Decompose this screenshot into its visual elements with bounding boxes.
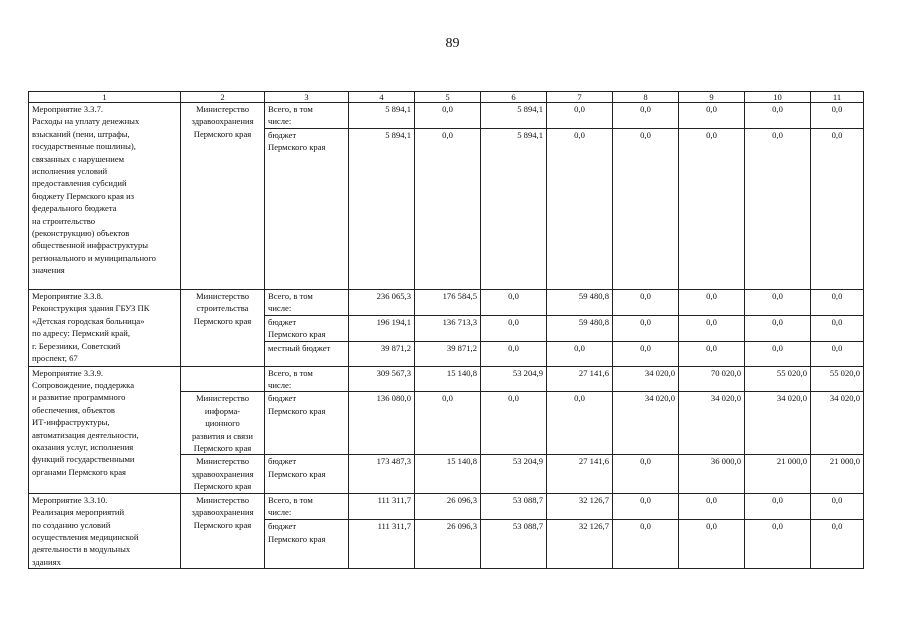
value-cell: 0,0 bbox=[415, 128, 481, 289]
value-cell: 5 894,1 bbox=[349, 103, 415, 129]
value-cell: 0,0 bbox=[613, 128, 679, 289]
value-cell: 39 871,2 bbox=[415, 341, 481, 366]
measure-name: Мероприятие 3.3.10. Реализация мероприятий по созданию условий осуществления медицинской деятельности в модульных зданиях bbox=[32, 494, 139, 567]
value-cell: 0,0 bbox=[481, 290, 547, 316]
value-cell: 0,0 bbox=[613, 493, 679, 520]
value-cell: 0,0 bbox=[679, 290, 745, 316]
value-cell: 0,0 bbox=[613, 315, 679, 341]
value-cell: 0,0 bbox=[811, 315, 864, 341]
value-cell: 0,0 bbox=[745, 315, 811, 341]
value-cell: 0,0 bbox=[547, 128, 613, 289]
measure-name: Мероприятие 3.3.8. Реконструкция здания ГБУЗ ПК «Детская городская больница» по адресу: Пермский край, г. Березники, Советский проспект, 67 bbox=[32, 291, 150, 364]
value-cell: 53 088,7 bbox=[481, 493, 547, 520]
value-cell: 0,0 bbox=[679, 493, 745, 520]
table-row bbox=[29, 290, 864, 316]
header-cell: 5 bbox=[415, 92, 481, 103]
funding-source: местный бюджет bbox=[268, 342, 331, 353]
value-cell: 173 487,3 bbox=[349, 455, 415, 493]
value-cell: 34 020,0 bbox=[679, 392, 745, 455]
value-cell: 0,0 bbox=[613, 341, 679, 366]
value-cell: 0,0 bbox=[811, 493, 864, 520]
header-cell: 4 bbox=[349, 92, 415, 103]
value-cell: 0,0 bbox=[745, 520, 811, 569]
value-cell: 15 140,8 bbox=[415, 455, 481, 493]
value-cell: 136 080,0 bbox=[349, 392, 415, 455]
header-cell: 10 bbox=[745, 92, 811, 103]
value-cell: 0,0 bbox=[481, 392, 547, 455]
value-cell: 111 311,7 bbox=[349, 520, 415, 569]
value-cell: 0,0 bbox=[811, 103, 864, 129]
value-cell: 26 096,3 bbox=[415, 493, 481, 520]
value-cell: 0,0 bbox=[811, 290, 864, 316]
funding-source: бюджет Пермского края bbox=[268, 521, 326, 544]
header-cell: 11 bbox=[811, 92, 864, 103]
value-cell: 5 894,1 bbox=[481, 103, 547, 129]
value-cell: 26 096,3 bbox=[415, 520, 481, 569]
value-cell: 0,0 bbox=[679, 128, 745, 289]
value-cell: 0,0 bbox=[745, 103, 811, 129]
header-cell: 8 bbox=[613, 92, 679, 103]
value-cell: 53 204,9 bbox=[481, 455, 547, 493]
value-cell: 21 000,0 bbox=[745, 455, 811, 493]
header-cell: 2 bbox=[181, 92, 265, 103]
table-header-row bbox=[29, 92, 864, 103]
executor: Министерство строительства Пермского края bbox=[193, 291, 252, 326]
header-cell: 1 bbox=[29, 92, 181, 103]
value-cell: 36 000,0 bbox=[679, 455, 745, 493]
value-cell: 0,0 bbox=[679, 520, 745, 569]
funding-source: бюджет Пермского края bbox=[268, 129, 326, 153]
measure-name: Мероприятие 3.3.7. Расходы на уплату денежных взысканий (пени, штрафы, государственные пошлины), связанных с нарушением исполнения условий предоставления субсидий бюджету Пермского края из федерального бюджета на строительство (реконструкцию) объектов общественной инфраструктуры регионального и муниципального значения bbox=[32, 104, 156, 276]
value-cell: 0,0 bbox=[481, 341, 547, 366]
header-cell: 6 bbox=[481, 92, 547, 103]
value-cell: 53 204,9 bbox=[481, 366, 547, 392]
value-cell: 0,0 bbox=[415, 392, 481, 455]
value-cell: 0,0 bbox=[547, 341, 613, 366]
header-cell: 9 bbox=[679, 92, 745, 103]
value-cell: 0,0 bbox=[547, 103, 613, 129]
value-cell: 15 140,8 bbox=[415, 366, 481, 392]
value-cell: 32 126,7 bbox=[547, 493, 613, 520]
program-table bbox=[28, 91, 864, 569]
value-cell: 0,0 bbox=[811, 128, 864, 289]
value-cell: 59 480,8 bbox=[547, 290, 613, 316]
funding-source: бюджет Пермского края bbox=[268, 456, 326, 479]
executor: Министерство здравоохранения Пермского края bbox=[191, 104, 254, 139]
value-cell: 39 871,2 bbox=[349, 341, 415, 366]
executor: Министерство информа- ционного развития и связи Пермского края bbox=[191, 393, 254, 454]
value-cell: 0,0 bbox=[745, 493, 811, 520]
value-cell: 53 088,7 bbox=[481, 520, 547, 569]
value-cell: 21 000,0 bbox=[811, 455, 864, 493]
table-row bbox=[29, 366, 864, 392]
value-cell: 0,0 bbox=[613, 103, 679, 129]
funding-source: Всего, в том числе: bbox=[268, 367, 313, 391]
funding-source: Всего, в том числе: bbox=[268, 494, 313, 518]
funding-source: бюджет Пермского края bbox=[268, 316, 326, 340]
executor: Министерство здравоохранения Пермского края bbox=[191, 456, 254, 492]
page-number: 89 bbox=[445, 36, 460, 51]
value-cell: 0,0 bbox=[613, 455, 679, 493]
table-row bbox=[29, 493, 864, 520]
value-cell: 0,0 bbox=[679, 315, 745, 341]
funding-source: Всего, в том числе: bbox=[268, 104, 313, 127]
value-cell: 0,0 bbox=[745, 290, 811, 316]
value-cell: 0,0 bbox=[415, 103, 481, 129]
value-cell: 196 194,1 bbox=[349, 315, 415, 341]
funding-source: бюджет Пермского края bbox=[268, 393, 326, 416]
value-cell: 111 311,7 bbox=[349, 493, 415, 520]
value-cell: 70 020,0 bbox=[679, 366, 745, 392]
header-cell: 7 bbox=[547, 92, 613, 103]
value-cell: 55 020,0 bbox=[811, 366, 864, 392]
value-cell: 0,0 bbox=[547, 392, 613, 455]
funding-source: Всего, в том числе: bbox=[268, 291, 313, 314]
value-cell: 27 141,6 bbox=[547, 366, 613, 392]
value-cell: 32 126,7 bbox=[547, 520, 613, 569]
value-cell: 34 020,0 bbox=[745, 392, 811, 455]
value-cell: 0,0 bbox=[811, 520, 864, 569]
value-cell: 5 894,1 bbox=[481, 128, 547, 289]
value-cell: 27 141,6 bbox=[547, 455, 613, 493]
value-cell: 309 567,3 bbox=[349, 366, 415, 392]
value-cell: 0,0 bbox=[745, 128, 811, 289]
value-cell: 236 065,3 bbox=[349, 290, 415, 316]
value-cell: 59 480,8 bbox=[547, 315, 613, 341]
value-cell: 0,0 bbox=[613, 520, 679, 569]
value-cell: 0,0 bbox=[811, 341, 864, 366]
executor: Министерство здравоохранения Пермского края bbox=[191, 494, 254, 530]
value-cell: 176 584,5 bbox=[415, 290, 481, 316]
table-row bbox=[29, 103, 864, 129]
value-cell: 34 020,0 bbox=[811, 392, 864, 455]
value-cell: 136 713,3 bbox=[415, 315, 481, 341]
value-cell: 0,0 bbox=[745, 341, 811, 366]
value-cell: 0,0 bbox=[481, 315, 547, 341]
value-cell: 34 020,0 bbox=[613, 392, 679, 455]
value-cell: 0,0 bbox=[679, 341, 745, 366]
value-cell: 5 894,1 bbox=[349, 128, 415, 289]
header-cell: 3 bbox=[265, 92, 349, 103]
value-cell: 0,0 bbox=[679, 103, 745, 129]
measure-name: Мероприятие 3.3.9. Сопровождение, поддержка и развитие программного обеспечения, объектов ИТ-инфраструктуры, автоматизация деятельности, оказания услуг, исполнения функций государственными органами Пермского края bbox=[32, 367, 139, 477]
value-cell: 55 020,0 bbox=[745, 366, 811, 392]
value-cell: 0,0 bbox=[613, 290, 679, 316]
value-cell: 34 020,0 bbox=[613, 366, 679, 392]
